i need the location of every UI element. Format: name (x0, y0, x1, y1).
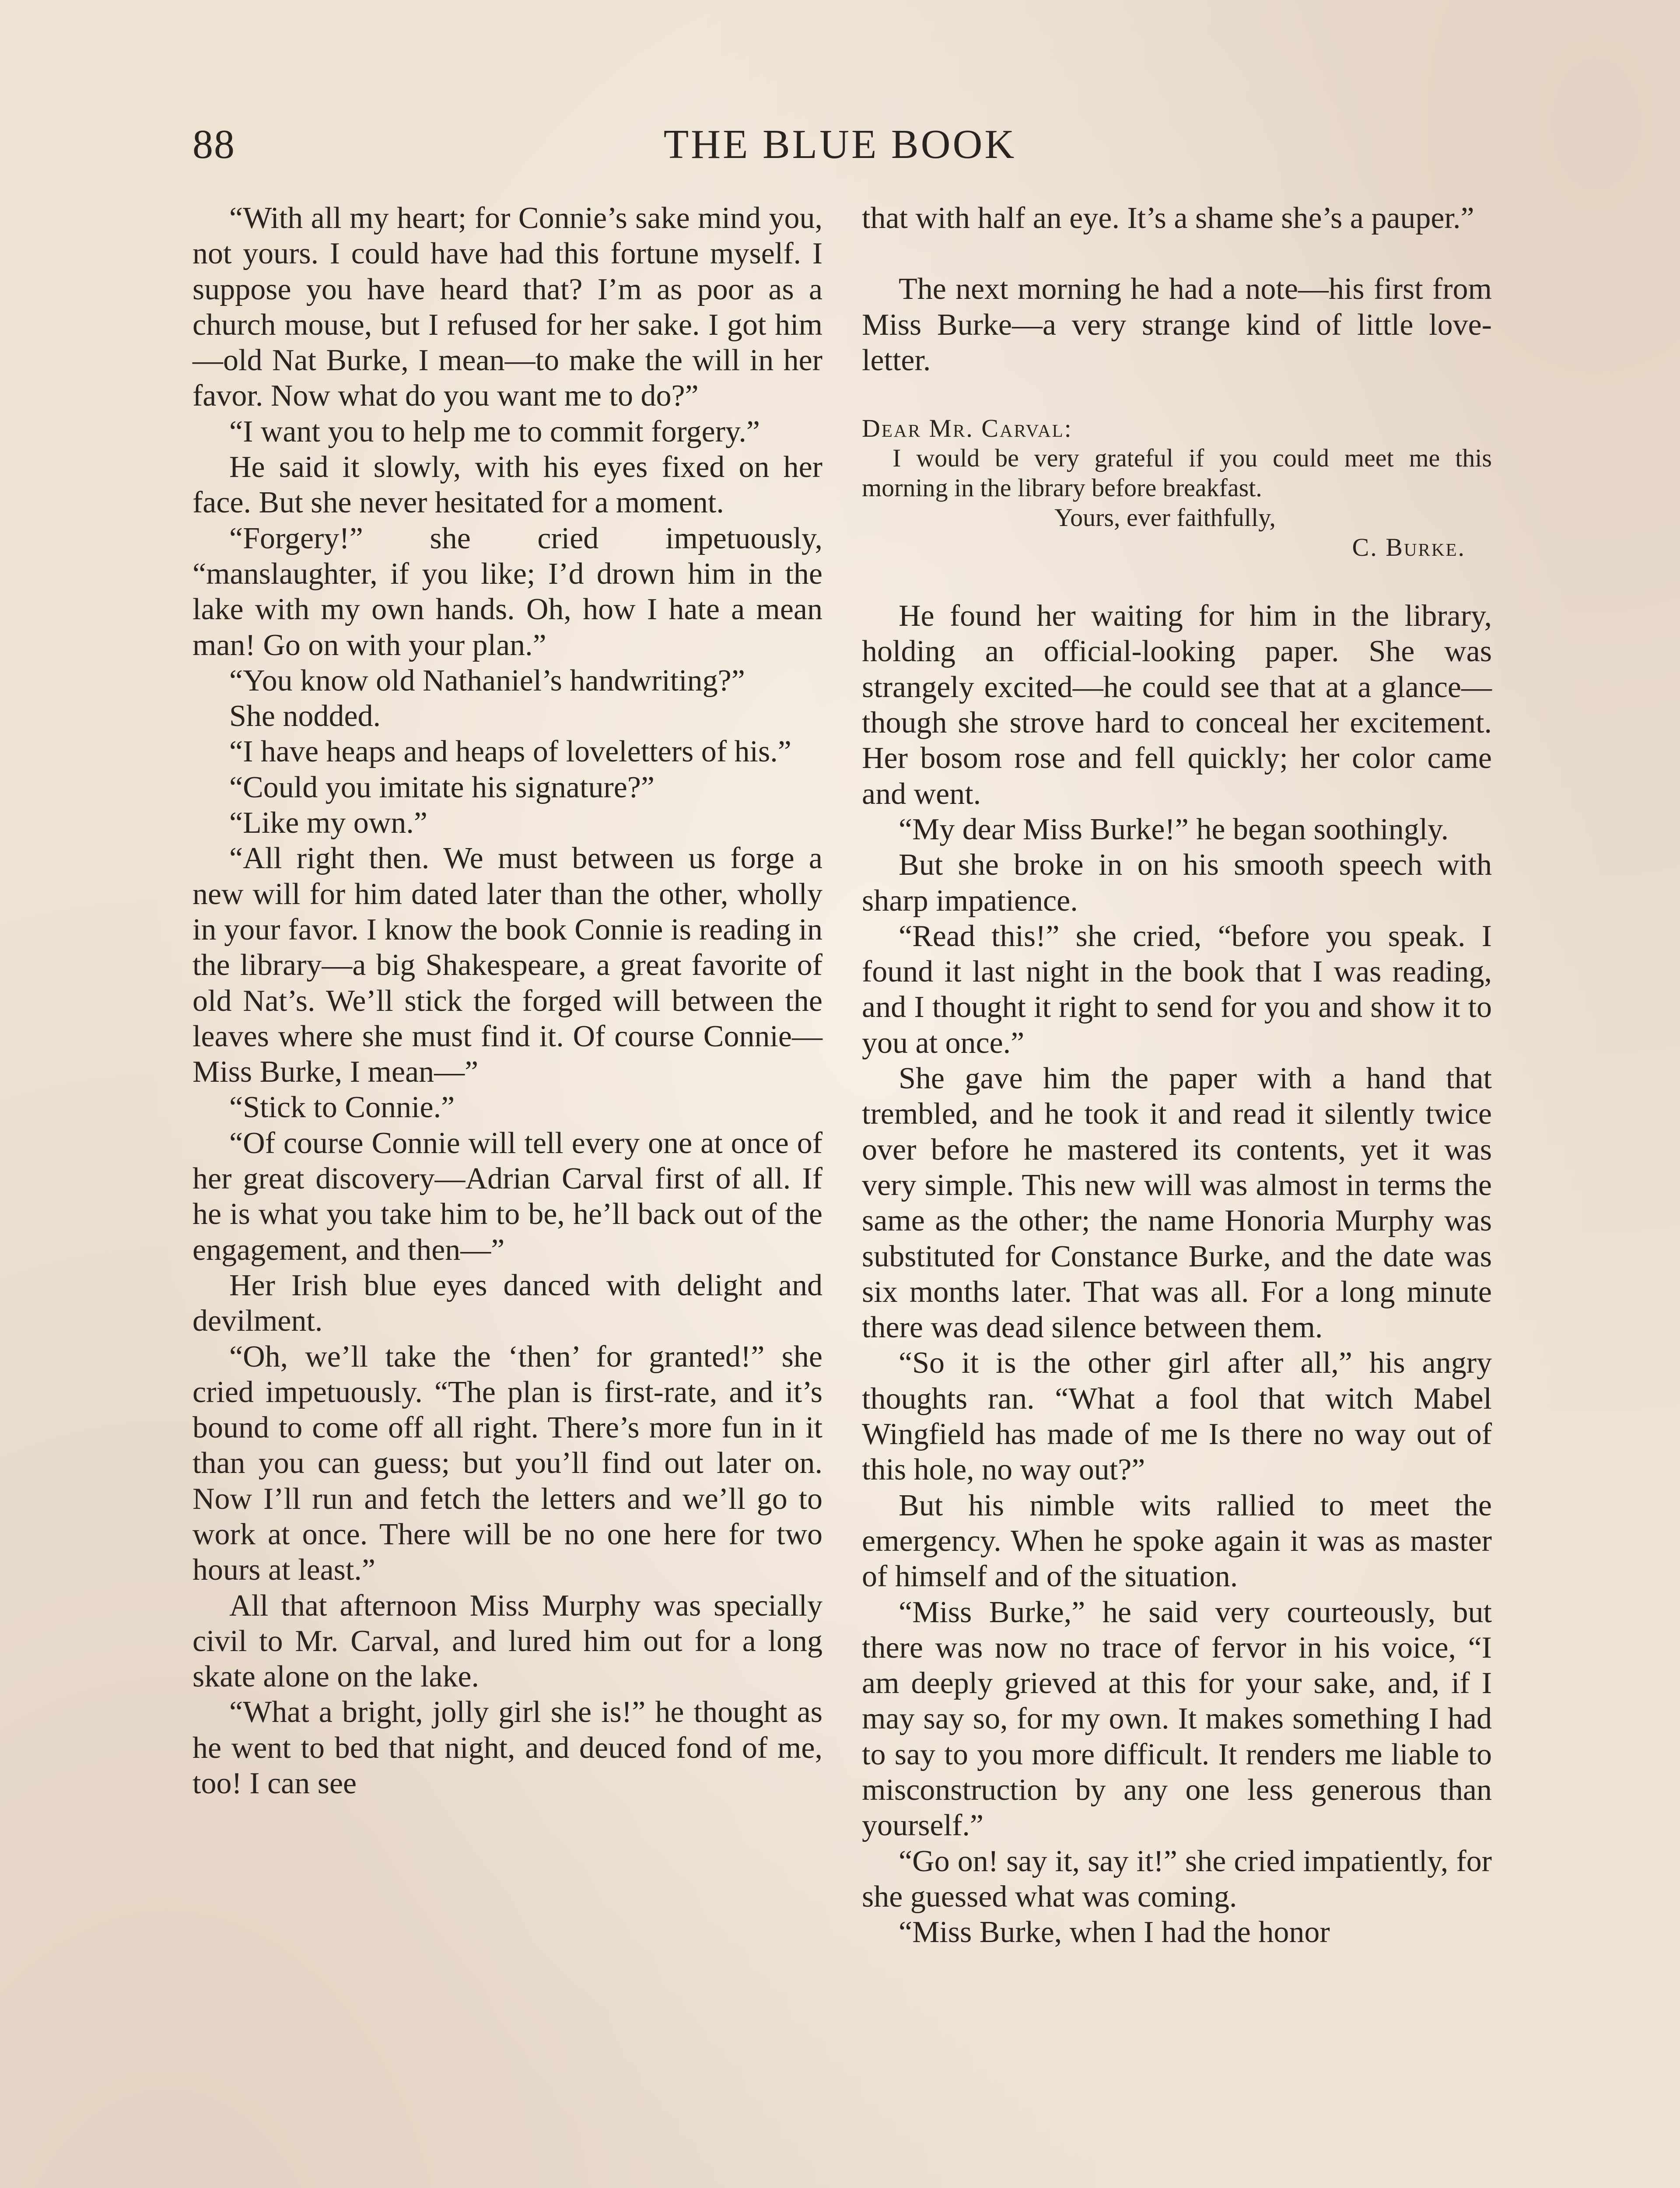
paragraph: “You know old Nathaniel’s handwriting?” (229, 663, 745, 698)
letter-salutation: Dear Mr. Carval: (862, 414, 1073, 443)
paragraph: “Miss Burke,” he said very courteously, but there was now no trace of fervor in his voice, “I am deeply grieved at this for your sake, and, if I may say so, for my own. It makes something I had to say to you more difficult. It renders me liable to misconstruction by any one less generous than yourself.” (862, 1595, 1492, 1843)
page-header (192, 118, 1488, 171)
paragraph: But his nimble wits rallied to meet the emergency. When he spoke again it was as master of himself and of the situation. (862, 1488, 1492, 1594)
paragraph: The next morning he had a note—his first from Miss Burke—a very strange kind of little love-letter. (862, 272, 1492, 377)
paragraph: “What a bright, jolly girl she is!” he thought as he went to bed that night, and deuced fond of me, too! I can see (192, 1695, 822, 1801)
paragraph: But she broke in on his smooth speech with sharp impatience. (862, 848, 1492, 918)
paragraph: “My dear Miss Burke!” he began soothingly. (899, 812, 1449, 846)
left-column (192, 200, 822, 1801)
running-head: THE BLUE BOOK (663, 122, 1017, 167)
letter-closing: Yours, ever faithfully, (1054, 503, 1276, 532)
paragraph: “Forgery!” she cried impetuously, “manslaughter, if you like; I’d drown him in the lake with my own hands. Oh, how I hate a mean man! Go on with your plan.” (192, 521, 822, 662)
letter-body: I would be very grateful if you could meet me this morning in the library before breakfast. (862, 444, 1492, 502)
paragraph: “Read this!” she cried, “before you speak. I found it last night in the book that I was reading, and I thought it right to send for you and show it to you at once.” (862, 919, 1492, 1060)
page-number: 88 (192, 122, 235, 167)
letter-signature: C. Burke. (1352, 533, 1466, 562)
paragraph: “Could you imitate his signature?” (229, 770, 655, 804)
paragraph: “Miss Burke, when I had the honor (899, 1915, 1330, 1950)
paragraph: He said it slowly, with his eyes fixed on her face. But she never hesitated for a moment. (192, 450, 822, 520)
paragraph: He found her waiting for him in the library, holding an official-looking paper. She was strangely excited—he could see that at a glance—though she strove hard to conceal her excitement. Her bosom rose and fell quickly; her color came and went. (862, 599, 1492, 811)
paragraph: Her Irish blue eyes danced with delight and devilment. (192, 1268, 822, 1338)
paragraph: “With all my heart; for Connie’s sake mind you, not yours. I could have had this fortune myself. I suppose you have heard that? I’m as poor as a church mouse, but I refused for her sake. I got him—old Nat Burke, I mean—to make the will in her favor. Now what do you want me to do?” (192, 201, 822, 413)
paragraph: She gave him the paper with a hand that trembled, and he took it and read it silently twice over before he mastered its contents, yet it was very simple. This new will was almost in terms the same as the other; the name Honoria Murphy was substituted for Constance Burke, and the date was six months later. That was all. For a long minute there was dead silence between them. (862, 1062, 1492, 1345)
paragraph: that with half an eye. It’s a shame she’s a pauper.” (862, 201, 1474, 235)
paragraph: “All right then. We must between us forge a new will for him dated later than the other, wholly in your favor. I know the book Connie is reading in the library—a big Shakespeare, a great favorite of old Nat’s. We’ll stick the forged will between the leaves where she must find it. Of course Connie—Miss Burke, I mean—” (192, 842, 822, 1089)
paragraph: “Of course Connie will tell every one at once of her great discovery—Adrian Carval first of all. If he is what you take him to be, he’ll back out of the engagement, and then—” (192, 1126, 822, 1267)
paragraph: “I want you to help me to commit forgery.” (229, 414, 760, 449)
paragraph: She nodded. (229, 699, 381, 733)
letter-note (862, 414, 1492, 562)
paragraph: “I have heaps and heaps of loveletters of his.” (229, 735, 791, 769)
paragraph: “Go on! say it, say it!” she cried impatiently, for she guessed what was coming. (862, 1844, 1492, 1914)
paragraph: “Stick to Connie.” (229, 1090, 455, 1125)
paragraph: “Like my own.” (229, 806, 427, 840)
right-column (862, 200, 1492, 1950)
paragraph: All that afternoon Miss Murphy was specially civil to Mr. Carval, and lured him out for a long skate alone on the lake. (192, 1588, 822, 1694)
paragraph: “So it is the other girl after all,” his angry thoughts ran. “What a fool that witch Mabel Wingfield has made of me Is there no way out of this hole, no way out?” (862, 1346, 1492, 1487)
paragraph: “Oh, we’ll take the ‘then’ for granted!” she cried impetuously. “The plan is first-rate, and it’s bound to come off all right. There’s more fun in it than you can guess; but you’ll find out later on. Now I’ll run and fetch the letters and we’ll go to work at once. There will be no one here for two hours at least.” (192, 1339, 822, 1587)
